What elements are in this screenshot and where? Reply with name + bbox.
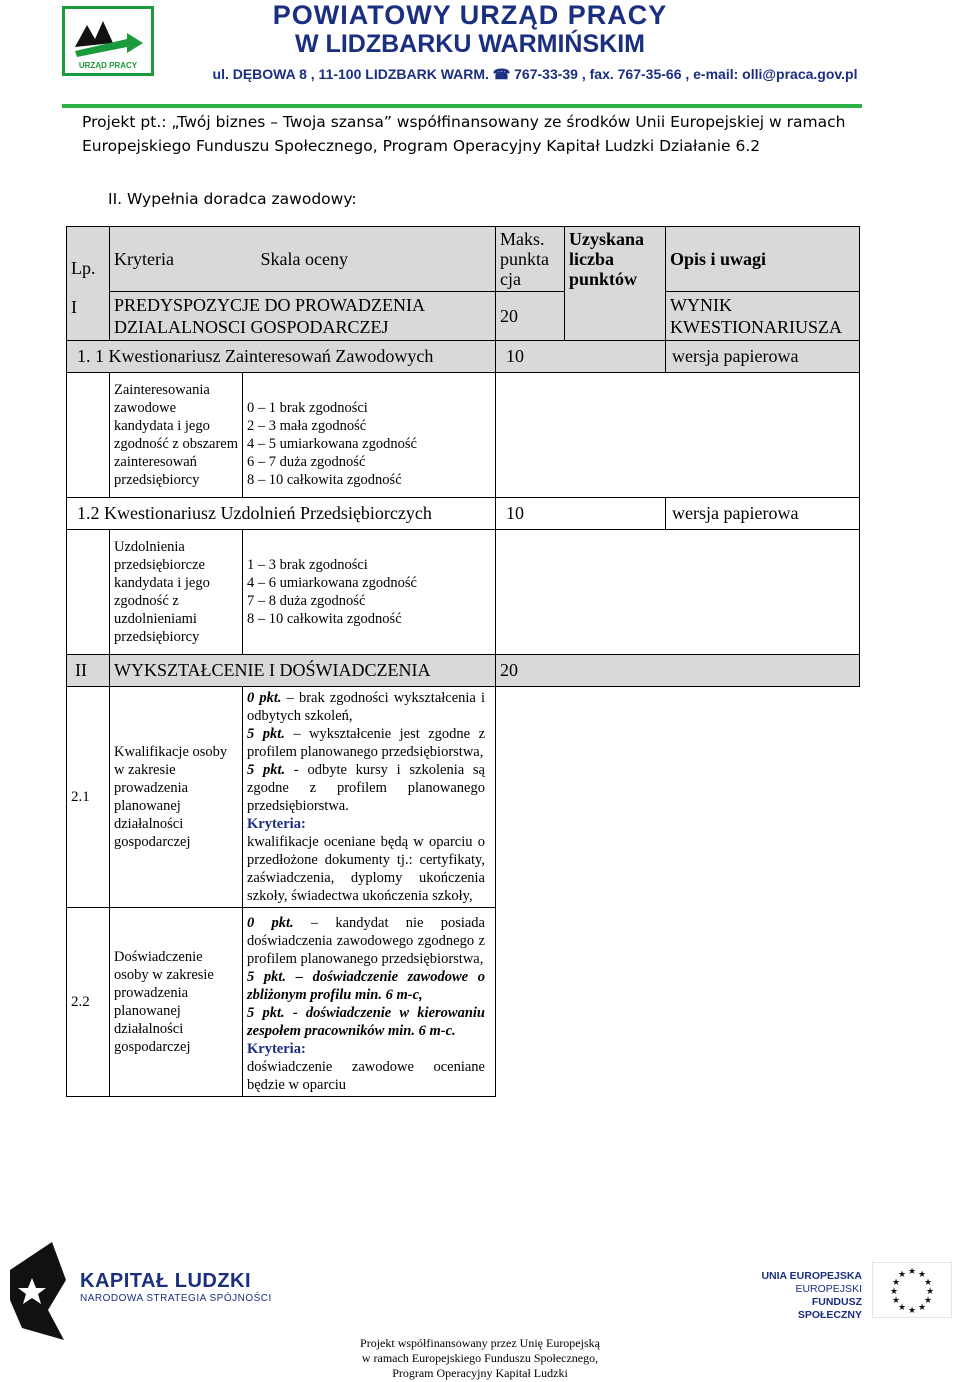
sec1-title: PREDYSPOZYCJE DO PROWADZENIA DZIALALNOSCI GOSPODARCZEJ xyxy=(110,292,496,341)
eu-line1: UNIA EUROPEJSKA xyxy=(761,1270,862,1282)
row-2-2-scale-0: 0 pkt. – kandydat nie posiada doświadczenia zawodowego zgodnego z profilem planowanego przedsiębiorstwa, xyxy=(247,915,485,967)
q1-scale-item: 2 – 3 mała zgodność xyxy=(247,418,367,434)
sec2-row xyxy=(67,655,860,687)
star-logo-icon xyxy=(8,1240,68,1342)
row-2-2-scale-5b: 5 pkt. - doświadczenie w kierowaniu zespołem pracowników min. 6 m-c. xyxy=(247,1005,485,1039)
svg-text:★: ★ xyxy=(891,1278,901,1288)
row-2-2-number: 2.2 xyxy=(67,908,110,1097)
svg-text:★: ★ xyxy=(917,1270,927,1280)
q1-scale-item: 6 – 7 duża zgodność xyxy=(247,454,366,470)
q2-scale-item: 1 – 3 brak zgodności xyxy=(247,557,368,573)
q1-detail-row xyxy=(67,373,860,498)
note-line3: Program Operacyjny Kapitał Ludzki xyxy=(392,1366,568,1380)
col-uzyskana-label: Uzyskana liczba punktów xyxy=(565,227,666,341)
row-2-2-scale xyxy=(243,908,496,1097)
col-lp-cell xyxy=(67,227,110,341)
q2-scale-item: 4 – 6 umiarkowana zgodność xyxy=(247,575,417,591)
q1-max: 10 xyxy=(496,341,666,373)
sec1-max: 20 xyxy=(496,292,565,341)
col-skala-label: Skala oceny xyxy=(243,227,496,292)
cofinancing-note xyxy=(290,1336,670,1381)
svg-text:★: ★ xyxy=(917,1303,927,1313)
q2-scale-item: 8 – 10 całkowita zgodność xyxy=(247,611,402,627)
svg-text:★: ★ xyxy=(925,1287,935,1297)
q2-scale-item: 7 – 8 duża zgodność xyxy=(247,593,366,609)
row-2-1-criterion: Kwalifikacje osoby w zakresie prowadzenia planowanej działalności gospodarczej xyxy=(110,687,243,908)
sec2-number: II xyxy=(67,655,110,687)
kl-subtitle: NARODOWA STRATEGIA SPÓJNOŚCI xyxy=(80,1293,272,1304)
row-2-1-kryteria-label: Kryteria: xyxy=(247,816,306,832)
svg-text:★: ★ xyxy=(907,1267,917,1277)
svg-text:★: ★ xyxy=(897,1303,907,1313)
q1-scale-item: 0 – 1 brak zgodności xyxy=(247,400,368,416)
q1-scale-item: 4 – 5 umiarkowana zgodność xyxy=(247,436,417,452)
row-2-1-kryteria-text: kwalifikacje oceniane będą w oparciu o przedłożone dokumenty tj.: certyfikaty, zaświadczenia, dyplomy ukończenia szkoły, świadectwa ukończenia szkoły, xyxy=(247,834,485,904)
q2-max: 10 xyxy=(496,498,666,530)
q1-scale-item: 8 – 10 całkowita zgodność xyxy=(247,472,402,488)
sec1-row xyxy=(67,292,860,341)
kapital-ludzki-logo xyxy=(8,1240,68,1342)
sec2-title: WYKSZTAŁCENIE I DOŚWIADCZENIA xyxy=(110,655,496,687)
svg-text:★: ★ xyxy=(889,1287,899,1297)
office-name-line1: POWIATOWY URZĄD PRACY xyxy=(272,0,668,30)
svg-text:★: ★ xyxy=(897,1270,907,1280)
row-2-1-scale-0: 0 pkt. – brak zgodności wykształcenia i odbytych szkoleń, xyxy=(247,690,486,724)
note-line2: w ramach Europejskiego Funduszu Społecznego, xyxy=(361,1351,599,1365)
eu-line3: FUNDUSZ SPOŁECZNY xyxy=(797,1296,862,1321)
note-line1: Projekt współfinansowany przez Unię Europejską xyxy=(360,1336,600,1350)
row-2-1-scale xyxy=(243,687,496,908)
col-maks-label: Maks. punkta cja xyxy=(496,227,565,292)
q2-criterion: Uzdolnienia przedsiębiorcze kandydata i jego zgodność z uzdolnieniami przedsiębiorcy xyxy=(110,530,243,655)
svg-text:★: ★ xyxy=(923,1278,933,1288)
urzad-pracy-logo xyxy=(62,6,154,76)
q2-title: 1.2 Kwestionariusz Uzdolnień Przedsiębiorczych xyxy=(67,498,496,530)
section-heading: II. Wypełnia doradca zawodowy: xyxy=(108,190,357,208)
q2-opis: wersja papierowa xyxy=(666,498,860,530)
col-lp-label: Lp. xyxy=(71,257,96,278)
eu-line2: EUROPEJSKI xyxy=(795,1283,862,1295)
col-opis-label: Opis i uwagi xyxy=(666,227,860,292)
header-divider xyxy=(62,104,862,108)
project-line-1: Projekt pt.: „Twój biznes – Twoja szansa” współfinansowany ze środków Unii Europejskiej w ramach xyxy=(82,113,846,131)
svg-text:★: ★ xyxy=(923,1296,933,1306)
q1-title-row xyxy=(67,341,860,373)
assessment-table xyxy=(66,226,860,1097)
row-2-1-number: 2.1 xyxy=(67,687,110,908)
row-2-2-criterion: Doświadczenie osoby w zakresie prowadzenia planowanej działalności gospodarczej xyxy=(110,908,243,1097)
sec2-max: 20 xyxy=(496,655,860,687)
row-2-2 xyxy=(67,908,860,1097)
row-2-1-scale-5a: 5 pkt. – wykształcenie jest zgodne z profilem planowanego przedsiębiorstwa, xyxy=(247,726,486,760)
logo-text: URZĄD PRACY xyxy=(78,61,138,70)
project-description xyxy=(82,110,942,158)
row-2-1 xyxy=(67,687,860,908)
logo-mark-icon xyxy=(65,9,151,73)
row-2-2-scale-5a: 5 pkt. – doświadczenie zawodowe o zbliżonym profilu min. 6 m-c, xyxy=(247,969,485,1003)
q2-detail-row xyxy=(67,530,860,655)
row-2-1-scale-5b: 5 pkt. - odbyte kursy i szkolenia są zgodne z profilem planowanego przedsiębiorstwa. xyxy=(247,762,485,814)
eu-text xyxy=(752,1270,862,1322)
col-kryteria-label: Kryteria xyxy=(110,227,243,292)
project-line-2: Europejskiego Funduszu Społecznego, Program Operacyjny Kapitał Ludzki Działanie 6.2 xyxy=(82,137,761,155)
q1-title: 1. 1 Kwestionariusz Zainteresowań Zawodowych xyxy=(67,341,496,373)
sec1-opis: WYNIK KWESTIONARIUSZA xyxy=(666,292,860,341)
svg-text:★: ★ xyxy=(907,1306,917,1316)
q1-criterion: Zainteresowania zawodowe kandydata i jego zgodność z obszarem zainteresowań przedsiębiorcy xyxy=(110,373,243,498)
office-contact: ul. DĘBOWA 8 , 11-100 LIDZBARK WARM. ☎ 767-33-39 , fax. 767-35-66 , e-mail: olli@praca.gov.pl xyxy=(212,66,858,82)
svg-text:★: ★ xyxy=(891,1296,901,1306)
kapital-ludzki-text xyxy=(80,1270,272,1304)
q1-opis: wersja papierowa xyxy=(666,341,860,373)
sec1-number: I xyxy=(71,296,77,317)
q2-scale xyxy=(243,530,496,655)
office-name-line2: W LIDZBARKU WARMIŃSKIM xyxy=(295,30,645,58)
row-2-2-kryteria-text: doświadczenie zawodowe oceniane będzie w oparciu xyxy=(247,1059,485,1093)
q1-scale xyxy=(243,373,496,498)
kl-title: KAPITAŁ LUDZKI xyxy=(80,1270,252,1292)
table-header-row xyxy=(67,227,860,292)
eu-flag-icon xyxy=(872,1262,952,1318)
row-2-2-kryteria-label: Kryteria: xyxy=(247,1041,306,1057)
q2-title-row xyxy=(67,498,860,530)
